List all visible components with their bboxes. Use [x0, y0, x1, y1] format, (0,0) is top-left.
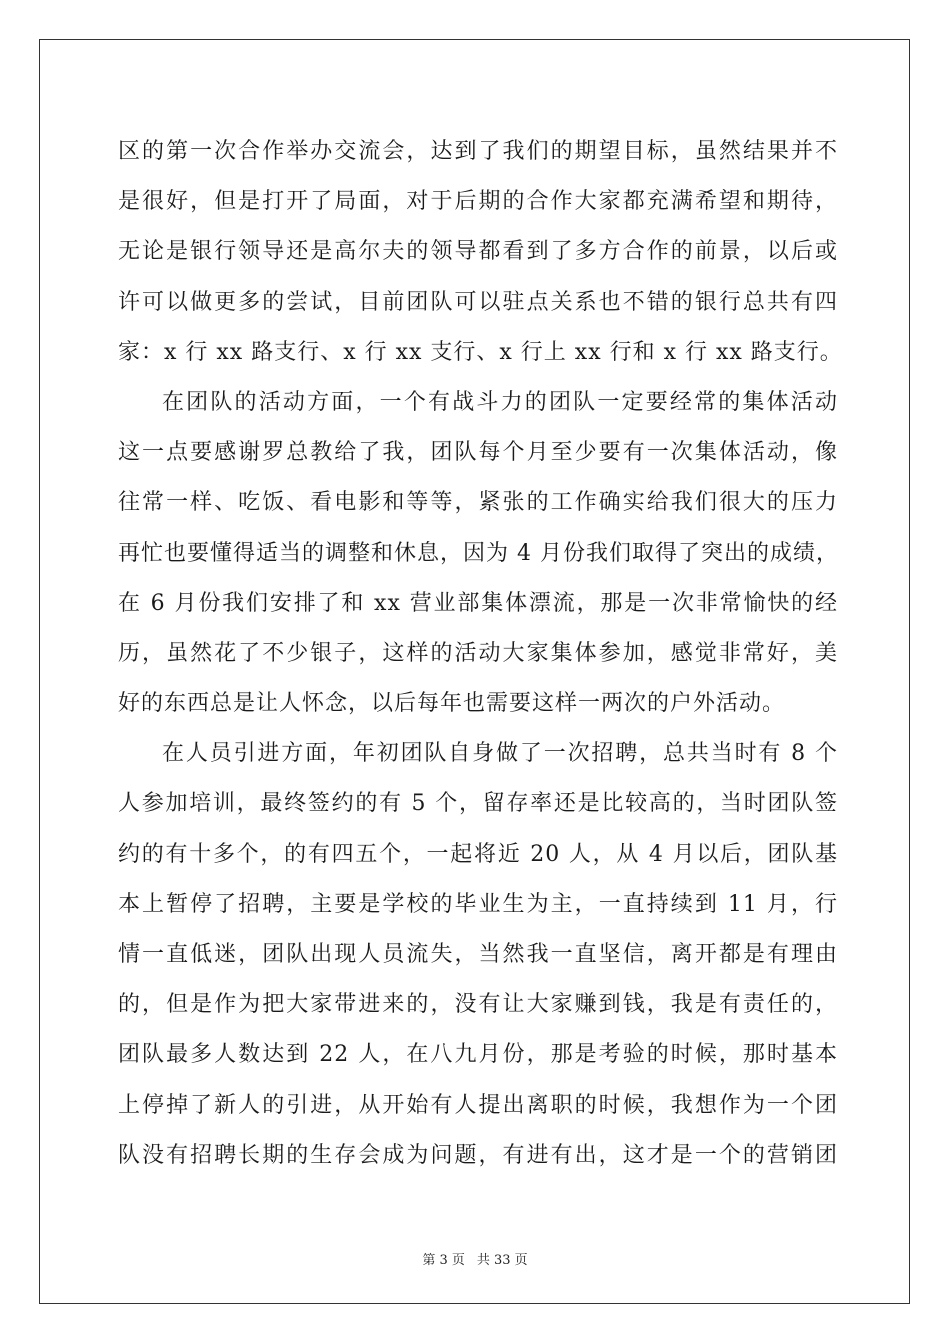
- paragraph-3-line-9: 队没有招聘长期的生存会成为问题，有进有出，这才是一个的营销团: [118, 1142, 838, 1168]
- paragraph-2-line-2: 这一点要感谢罗总教给了我，团队每个月至少要有一次集体活动，像: [118, 440, 838, 466]
- paragraph-2-line-6: 历，虽然花了不少银子，这样的活动大家集体参加，感觉非常好，美: [118, 640, 838, 666]
- paragraph-3-line-2: 人参加培训，最终签约的有 5 个，留存率还是比较高的，当时团队签: [118, 791, 838, 817]
- page-number: 第 3 页: [422, 1253, 465, 1268]
- page-footer: [0, 1249, 950, 1268]
- paragraph-2-line-4: 再忙也要懂得适当的调整和休息，因为 4 月份我们取得了突出的成绩，: [118, 540, 839, 566]
- paragraph-3-line-8: 上停掉了新人的引进，从开始有人提出离职的时候，我想作为一个团: [118, 1092, 838, 1118]
- document-body: [118, 127, 843, 1181]
- paragraph-3-line-7: 团队最多人数达到 22 人，在八九月份，那是考验的时候，那时基本: [118, 1042, 838, 1068]
- paragraph-2-line-1: 在团队的活动方面，一个有战斗力的团队一定要经常的集体活动: [162, 389, 838, 415]
- page-total: 共 33 页: [476, 1253, 528, 1268]
- paragraph-2-line-3: 往常一样、吃饭、看电影和等等，紧张的工作确实给我们很大的压力: [118, 490, 838, 516]
- paragraph-3-line-6: 的，但是作为把大家带进来的，没有让大家赚到钱，我是有责任的，: [118, 992, 838, 1018]
- paragraph-3-line-5: 情一直低迷，团队出现人员流失，当然我一直坚信，离开都是有理由: [118, 942, 838, 967]
- paragraph-1-line-3: 无论是银行领导还是高尔夫的领导都看到了多方合作的前景，以后或: [118, 239, 838, 265]
- paragraph-1-line-1: 区的第一次合作举办交流会，达到了我们的期望目标，虽然结果并不: [118, 139, 838, 164]
- paragraph-3-line-1: 在人员引进方面，年初团队自身做了一次招聘，总共当时有 8 个: [162, 741, 838, 767]
- paragraph-2-line-5: 在 6 月份我们安排了和 xx 营业部集体漂流，那是一次非常愉快的经: [118, 590, 838, 616]
- paragraph-1-line-4: 许可以做更多的尝试，目前团队可以驻点关系也不错的银行总共有四: [118, 289, 838, 315]
- paragraph-3-line-3: 约的有十多个，的有四五个，一起将近 20 人，从 4 月以后，团队基: [118, 841, 838, 867]
- paragraph-3-line-4: 本上暂停了招聘，主要是学校的毕业生为主，一直持续到 11 月，行: [118, 891, 838, 917]
- paragraph-1-line-5: 家：x 行 xx 路支行、x 行 xx 支行、x 行上 xx 行和 x 行 xx 路支行。: [118, 339, 843, 365]
- paragraph-2-line-7: 好的东西总是让人怀念，以后每年也需要这样一两次的户外活动。: [118, 691, 786, 717]
- paragraph-1-line-2: 是很好，但是打开了局面，对于后期的合作大家都充满希望和期待，: [118, 189, 838, 215]
